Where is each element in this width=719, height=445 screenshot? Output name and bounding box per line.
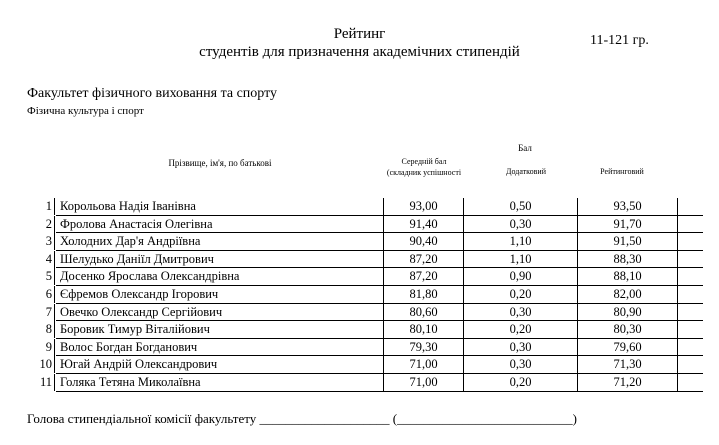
table-row <box>0 251 719 269</box>
table-row <box>0 374 719 392</box>
rating-score: 91,70 <box>578 216 678 233</box>
rating-table <box>0 198 719 392</box>
average-score: 91,40 <box>384 216 464 233</box>
table-row <box>0 304 719 322</box>
rating-score: 93,50 <box>578 198 678 215</box>
average-score: 80,60 <box>384 304 464 321</box>
additional-score: 0,30 <box>464 356 578 373</box>
document-title: Рейтинг <box>333 26 386 42</box>
row-number: 8 <box>30 321 55 338</box>
average-score: 81,80 <box>384 286 464 303</box>
student-name: Корольова Надія Іванівна <box>56 198 384 215</box>
column-header-rating: Рейтинговий <box>600 167 644 176</box>
additional-score: 0,90 <box>464 268 578 285</box>
table-row <box>0 216 719 234</box>
additional-score: 0,20 <box>464 286 578 303</box>
row-number: 9 <box>30 339 55 356</box>
table-row <box>0 233 719 251</box>
table-row <box>0 268 719 286</box>
student-name: Шелудько Даніїл Дмитрович <box>56 251 384 268</box>
average-score: 71,00 <box>384 356 464 373</box>
average-score: 71,00 <box>384 374 464 391</box>
student-name: Овечко Олександр Сергійович <box>56 304 384 321</box>
average-score: 87,20 <box>384 268 464 285</box>
additional-score: 1,10 <box>464 233 578 250</box>
row-number: 2 <box>30 216 55 233</box>
average-score: 87,20 <box>384 251 464 268</box>
additional-score: 0,50 <box>464 198 578 215</box>
row-number: 7 <box>30 304 55 321</box>
rating-score: 88,10 <box>578 268 678 285</box>
student-name: Югай Андрій Олександрович <box>56 356 384 373</box>
row-number: 1 <box>30 198 55 215</box>
student-name: Єфремов Олександр Ігорович <box>56 286 384 303</box>
rating-score: 80,90 <box>578 304 678 321</box>
table-row <box>0 321 719 339</box>
column-header-average: Середній бал (складник успішності <box>386 157 462 177</box>
student-name: Боровик Тимур Віталійович <box>56 321 384 338</box>
average-score: 93,00 <box>384 198 464 215</box>
row-number: 3 <box>30 233 55 250</box>
additional-score: 0,30 <box>464 339 578 356</box>
rating-score: 91,50 <box>578 233 678 250</box>
row-divider <box>56 391 703 392</box>
column-header-name: Прізвище, ім'я, по батькові <box>168 158 272 168</box>
additional-score: 0,20 <box>464 321 578 338</box>
document-subtitle: студентів для призначення академічних стипендій <box>199 44 520 60</box>
average-score: 90,40 <box>384 233 464 250</box>
faculty-name: Факультет фізичного виховання та спорту <box>27 86 278 101</box>
additional-score: 0,30 <box>464 216 578 233</box>
rating-score: 79,60 <box>578 339 678 356</box>
column-header-additional: Додатковий <box>506 167 546 176</box>
additional-score: 1,10 <box>464 251 578 268</box>
group-label: 11-121 гр. <box>590 33 649 48</box>
student-name: Холодних Дар'я Андріївна <box>56 233 384 250</box>
table-row <box>0 286 719 304</box>
signature-line: Голова стипендіальної комісії факультету ____________________ (___________________________) <box>27 411 577 426</box>
rating-score: 82,00 <box>578 286 678 303</box>
student-name: Фролова Анастасія Олегівна <box>56 216 384 233</box>
row-number: 11 <box>30 374 55 391</box>
rating-score: 80,30 <box>578 321 678 338</box>
student-name: Волос Богдан Богданович <box>56 339 384 356</box>
specialty-name: Фізична культура і спорт <box>27 105 144 117</box>
average-score: 80,10 <box>384 321 464 338</box>
row-number: 10 <box>30 356 55 373</box>
row-number: 6 <box>30 286 55 303</box>
additional-score: 0,20 <box>464 374 578 391</box>
student-name: Досенко Ярослава Олександрівна <box>56 268 384 285</box>
additional-score: 0,30 <box>464 304 578 321</box>
row-number: 4 <box>30 251 55 268</box>
row-number: 5 <box>30 268 55 285</box>
average-score: 79,30 <box>384 339 464 356</box>
student-name: Голяка Тетяна Миколаївна <box>56 374 384 391</box>
column-group-bal: Бал <box>518 143 532 153</box>
table-row <box>0 356 719 374</box>
table-row <box>0 339 719 357</box>
table-row <box>0 198 719 216</box>
rating-score: 71,30 <box>578 356 678 373</box>
rating-score: 88,30 <box>578 251 678 268</box>
rating-score: 71,20 <box>578 374 678 391</box>
